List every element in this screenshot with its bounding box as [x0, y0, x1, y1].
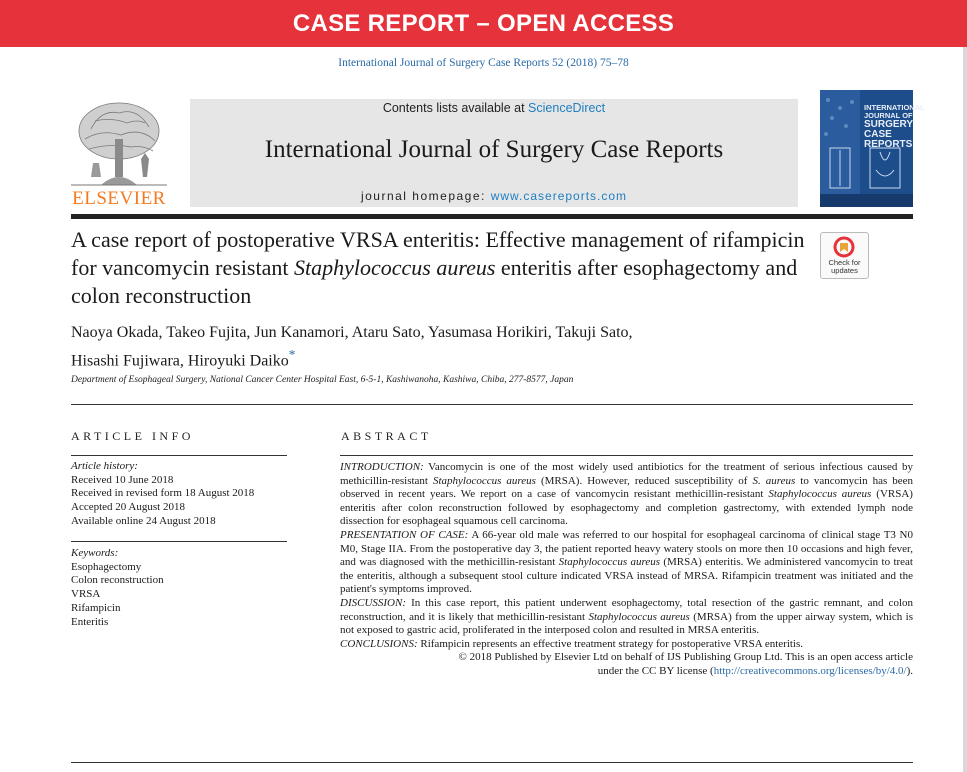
intro-text: Vancomycin is one of the most widely used antibiotics for the treatment of serious infectious caused by methicillin-resistant — [340, 461, 913, 487]
homepage-link[interactable]: www.casereports.com — [490, 189, 628, 203]
crossmark-icon — [833, 236, 855, 258]
check-for-updates-button[interactable] — [820, 232, 869, 279]
abstract-introduction — [340, 461, 913, 529]
cover-line-5: REPORTS — [864, 139, 913, 150]
intro-text: to vancomycin has been observed in recent years. We report on a case of vancomycin resistant methicillin-resistant — [340, 474, 913, 501]
affiliation: Department of Esophageal Surgery, National Cancer Center Hospital East, 6-5-1, Kashiwanoha, Kashiwa, Chiba, 277-8577, Japan — [71, 375, 574, 385]
abstract-heading: ABSTRACT — [341, 429, 432, 443]
intro-text: (VRSA) enteritis after colon reconstruction followed by esophagectomy and completion gastrectomy, with extended lymph node dissection for esophageal squamous cell carcinoma. — [340, 488, 913, 528]
intro-italic: Staphylococcus aureus — [432, 474, 536, 487]
authors-line-1: Naoya Okada, Takeo Fujita, Jun Kanamori, Ataru Sato, Yasumasa Horikiri, Takuji Sato, — [71, 324, 633, 341]
contents-prefix: Contents lists available at — [382, 101, 525, 115]
article-history — [71, 460, 254, 529]
cover-line-2: JOURNAL OF — [864, 111, 913, 120]
copyright-line-2 — [340, 665, 913, 679]
case-label: PRESENTATION OF CASE: — [340, 528, 469, 541]
title-italic: Staphylococcus aureus — [294, 255, 496, 280]
abstract-divider — [340, 455, 913, 456]
elsevier-wordmark: ELSEVIER — [72, 188, 166, 209]
history-item: Received in revised form 18 August 2018 — [71, 487, 255, 500]
authors-line-2: Hisashi Fujiwara, Hiroyuki Daiko — [71, 352, 289, 370]
abstract-body — [340, 461, 913, 679]
cover-title — [864, 104, 925, 150]
crossmark-line-2: updates — [831, 266, 858, 275]
discussion-label: DISCUSSION: — [340, 596, 406, 609]
conclusions-label: CONCLUSIONS: — [340, 637, 418, 650]
affiliation-divider — [71, 404, 913, 405]
case-text: (MRSA) enteritis. We administered vancomycin to treat the enteritis, although a subsequent stool culture indicated VRSA instead of MRSA. Rifampicin treatment was initiated and the patient's symptoms improved. — [340, 556, 913, 596]
discussion-text: (MRSA) from the upper airway system, which is not exposed to gastric acid, proliferated in the interposed colon and resulted in MRSA enteritis. — [340, 610, 913, 637]
intro-italic: Staphylococcus aureus — [768, 488, 872, 501]
keyword-item: Enteritis — [71, 615, 109, 628]
page-edge — [963, 47, 967, 772]
cover-line-3: SURGERY — [864, 119, 914, 130]
case-text: A 66-year old male was referred to our hospital for esophageal carcinoma of clinical stage T3 N0 M0, Stage IIA. From the postoperative day 3, the patient reported heavy watery stools on more then 10 occasions and high fever, and was diagnosed with the methicillin-resistant — [340, 528, 913, 569]
keyword-item: Esophagectomy — [71, 560, 142, 573]
case-italic: Staphylococcus aureus — [558, 556, 660, 569]
keyword-item: Rifampicin — [71, 601, 121, 614]
abstract-case — [340, 529, 913, 597]
keywords — [71, 547, 164, 629]
conclusions-text: Rifampicin represents an effective treatment strategy for postoperative VRSA enteritis. — [417, 637, 804, 650]
sciencedirect-link[interactable]: ScienceDirect — [528, 101, 606, 115]
author-list — [71, 322, 811, 372]
cover-line-1: INTERNATIONAL — [864, 103, 925, 112]
license-suffix: ). — [906, 664, 913, 677]
discussion-text: In this case report, this patient underwent esophagectomy, total resection of the gastric remnant, and colon reconstruction, and it is likely that methicillin-resistant — [340, 596, 913, 623]
copyright-line-1: © 2018 Published by Elsevier Ltd on behalf of IJS Publishing Group Ltd. This is an open access article — [458, 651, 913, 664]
cover-line-4: CASE — [864, 129, 892, 140]
abstract-discussion — [340, 597, 913, 638]
article-title — [71, 226, 806, 310]
corresponding-author-link[interactable]: * — [288, 347, 296, 362]
journal-citation-link[interactable]: International Journal of Surgery Case Reports 52 (2018) 75–78 — [338, 57, 629, 69]
journal-masthead — [190, 99, 798, 207]
keyword-item: VRSA — [71, 588, 101, 601]
intro-text: (MRSA). However, reduced susceptibility of — [535, 474, 753, 487]
contents-line — [190, 101, 798, 115]
abstract-conclusions — [340, 638, 913, 652]
history-item: Received 10 June 2018 — [71, 473, 174, 486]
title-text-2: enteritis after esophagectomy and colon reconstruction — [71, 255, 798, 308]
journal-homepage — [190, 189, 798, 203]
title-text-1: A case report of postoperative VRSA enteritis: Effective management of rifampicin for vancomycin resistant — [71, 227, 805, 280]
history-item: Available online 24 August 2018 — [71, 514, 216, 527]
history-label: Article history: — [71, 460, 138, 472]
open-access-banner: CASE REPORT – OPEN ACCESS — [0, 0, 967, 47]
bottom-divider — [71, 762, 913, 763]
keywords-label: Keywords: — [71, 547, 119, 559]
history-item: Accepted 20 August 2018 — [71, 501, 185, 514]
crossmark-label — [821, 259, 868, 275]
license-link[interactable]: http://creativecommons.org/licenses/by/4.0/ — [713, 664, 907, 677]
discussion-italic: Staphylococcus aureus — [588, 610, 690, 623]
license-prefix: under the CC BY license ( — [597, 664, 714, 677]
intro-label: INTRODUCTION: — [340, 461, 424, 473]
info-divider — [71, 455, 287, 456]
homepage-label: journal homepage: — [360, 189, 486, 203]
crossmark-line-1: Check for — [828, 258, 861, 267]
intro-italic: S. aureus — [752, 474, 796, 487]
keywords-divider — [71, 541, 287, 542]
header-divider — [71, 214, 913, 219]
article-info-heading: ARTICLE INFO — [71, 429, 194, 443]
journal-title: International Journal of Surgery Case Reports — [264, 136, 724, 163]
keyword-item: Colon reconstruction — [71, 574, 164, 587]
journal-cover-icon[interactable] — [820, 90, 925, 207]
